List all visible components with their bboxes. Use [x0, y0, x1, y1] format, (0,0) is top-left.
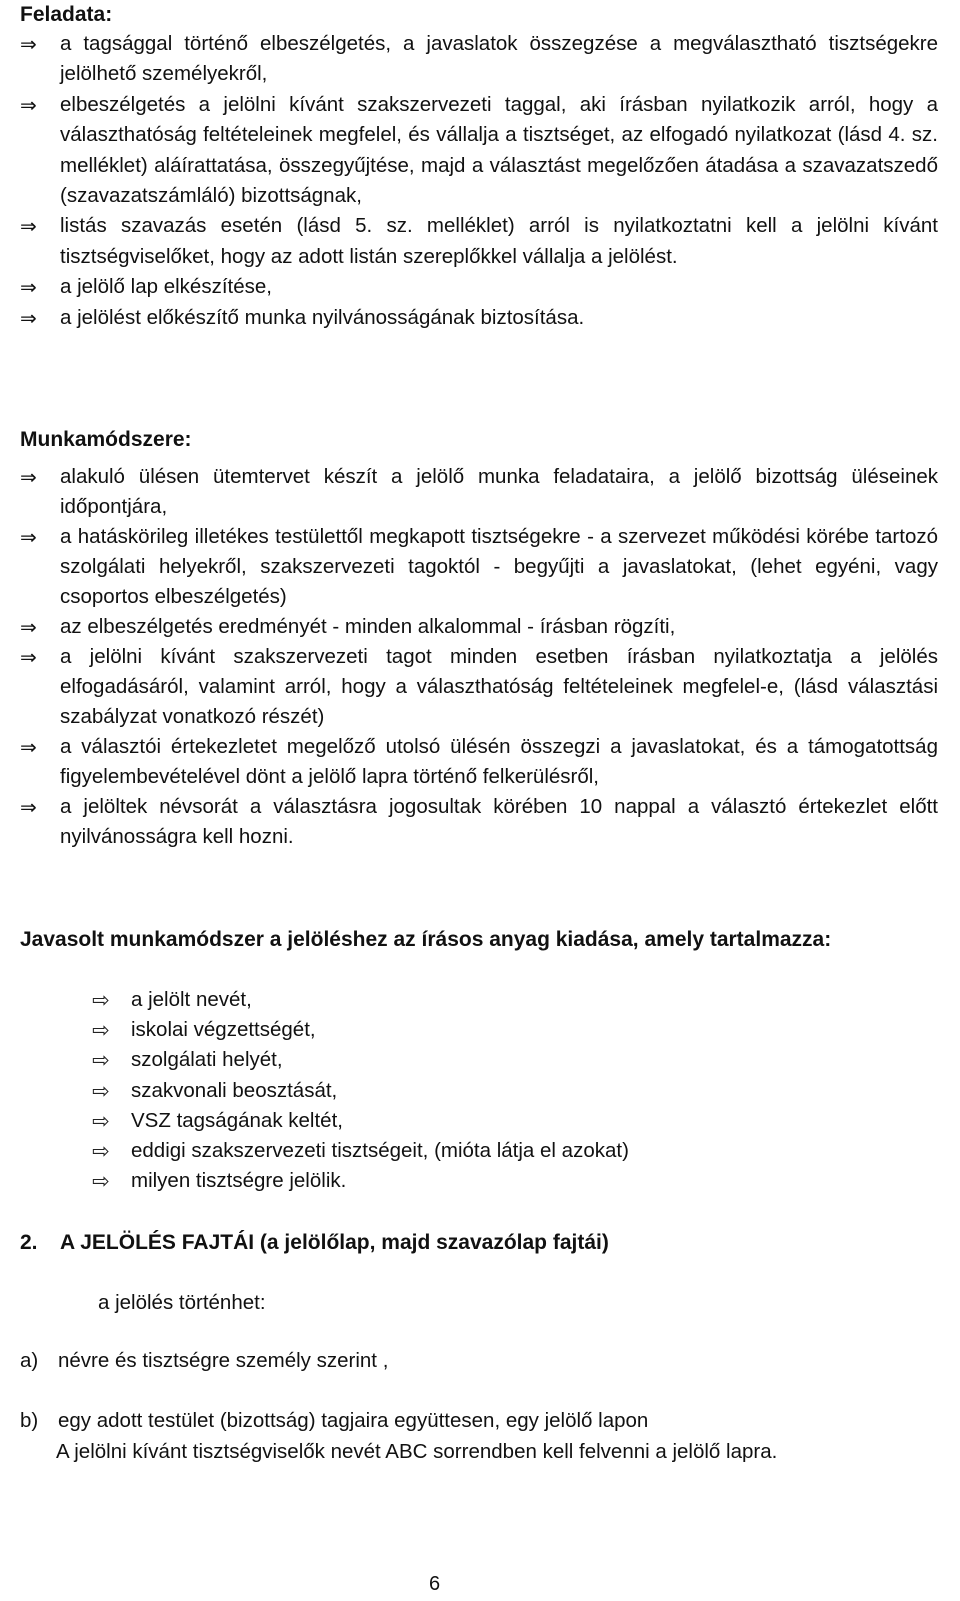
list-item: ⇒ a választói értekezletet megelőző utolsó ülésén összegzi a javaslatokat, és a támogatottság figyelembevételével dönt a jelölő lapra történő felkerülésről,	[0, 732, 938, 792]
double-arrow-right-icon: ⇒	[20, 795, 37, 819]
double-arrow-right-icon: ⇒	[20, 615, 37, 639]
double-arrow-right-icon: ⇒	[20, 735, 37, 759]
munkamodszere-heading: Munkamódszere:	[20, 428, 192, 451]
javasolt-list	[0, 985, 629, 1196]
list-item: ⇒ elbeszélgetés a jelölni kívánt szakszervezeti taggal, aki írásban nyilatkozik arról, hogy a választhatóság feltételeinek megfelel, és vállalja a tisztséget, az elfogadó nyilatkozat (lásd 4. sz. melléklet) aláírattatása, összegyűjtése, majd a választást megelőzően átadása a szavazatszedő (szavazatszámláló) bizottságnak,	[0, 90, 938, 212]
double-arrow-right-icon: ⇒	[20, 305, 37, 330]
list-item: ⇒ a hatáskörileg illetékes testülettől megkapott tisztségekre - a szervezet működési körébe tartozó szolgálati helyekről, szakszervezeti tagoktól - begyűjti a javaslatokat, (lehet egyéni, vagy csoportos elbeszélgetés)	[0, 522, 938, 612]
list-item: ⇒ a jelölő lap elkészítése,	[0, 272, 938, 302]
double-arrow-right-icon: ⇒	[20, 645, 37, 669]
list-item: ⇨ iskolai végzettségét,	[0, 1015, 629, 1045]
list-item: ⇨ a jelölt nevét,	[0, 985, 629, 1015]
list-item: ⇒ a jelölést előkészítő munka nyilvánosságának biztosítása.	[0, 303, 938, 333]
double-arrow-right-icon: ⇒	[20, 525, 37, 549]
list-item: ⇒ a tagsággal történő elbeszélgetés, a javaslatok összegzése a megválasztható tisztségekre jelölhető személyekről,	[0, 29, 938, 90]
munkamodszere-list	[0, 462, 938, 852]
hollow-arrow-right-icon: ⇨	[92, 1169, 110, 1194]
javasolt-heading: Javasolt munkamódszer a jelöléshez az írásos anyag kiadása, amely tartalmazza:	[20, 928, 832, 951]
double-arrow-right-icon: ⇒	[20, 92, 37, 117]
double-arrow-right-icon: ⇒	[20, 275, 37, 300]
section-number: 2.	[20, 1231, 38, 1254]
list-item: ⇒ a jelöltek névsorát a választásra jogosultak körében 10 nappal a választó értekezlet előtt nyilvánosságra kell hozni.	[0, 792, 938, 852]
option-a	[20, 1346, 388, 1376]
option-a-label: a)	[20, 1349, 39, 1372]
option-b	[20, 1406, 648, 1436]
list-item: ⇒ alakuló ülésen ütemtervet készít a jelölő munka feladataira, a jelölő bizottság üléseinek időpontjára,	[0, 462, 938, 522]
list-item: ⇒ a jelölni kívánt szakszervezeti tagot minden esetben írásban nyilatkoztatja a jelölés elfogadásáról, valamint arról, hogy a választhatóság feltételeinek megfelel-e, (lásd választási szabályzat vonatkozó részét)	[0, 642, 938, 732]
double-arrow-right-icon: ⇒	[20, 32, 37, 56]
list-item: ⇨ milyen tisztségre jelölik.	[0, 1166, 629, 1196]
hollow-arrow-right-icon: ⇨	[92, 1108, 110, 1133]
list-item: ⇨ VSZ tagságának keltét,	[0, 1106, 629, 1136]
section-2-intro: a jelölés történhet:	[98, 1291, 266, 1314]
option-b-label: b)	[20, 1409, 39, 1432]
hollow-arrow-right-icon: ⇨	[92, 1048, 110, 1073]
list-item: ⇨ szolgálati helyét,	[0, 1045, 629, 1075]
section-title: A JELÖLÉS FAJTÁI (a jelölőlap, majd szavazólap fajtái)	[60, 1231, 609, 1254]
hollow-arrow-right-icon: ⇨	[92, 988, 110, 1012]
section-2-heading	[20, 1228, 609, 1258]
option-a-text: névre és tisztségre személy szerint ,	[58, 1349, 389, 1372]
page-number: 6	[429, 1573, 441, 1595]
hollow-arrow-right-icon: ⇨	[92, 1139, 110, 1164]
feladata-list	[0, 29, 938, 333]
list-item: ⇨ eddigi szakszervezeti tisztségeit, (mióta látja el azokat)	[0, 1136, 629, 1166]
list-item: ⇒ az elbeszélgetés eredményét - minden alkalommal - írásban rögzíti,	[0, 612, 938, 642]
list-item: ⇨ szakvonali beosztását,	[0, 1076, 629, 1106]
option-b-text: egy adott testület (bizottság) tagjaira együttesen, egy jelölő lapon	[58, 1409, 649, 1432]
hollow-arrow-right-icon: ⇨	[92, 1018, 110, 1043]
list-item: ⇒ listás szavazás esetén (lásd 5. sz. melléklet) arról is nyilatkoztatni kell a jelölni kívánt tisztségviselőket, hogy az adott listán szereplőkkel vállalja a jelölést.	[0, 211, 938, 272]
option-b-note: A jelölni kívánt tisztségviselők nevét ABC sorrendben kell felvenni a jelölő lapra.	[56, 1440, 778, 1463]
feladata-heading: Feladata:	[20, 3, 113, 26]
hollow-arrow-right-icon: ⇨	[92, 1078, 110, 1103]
double-arrow-right-icon: ⇒	[20, 465, 37, 489]
double-arrow-right-icon: ⇒	[20, 214, 37, 239]
